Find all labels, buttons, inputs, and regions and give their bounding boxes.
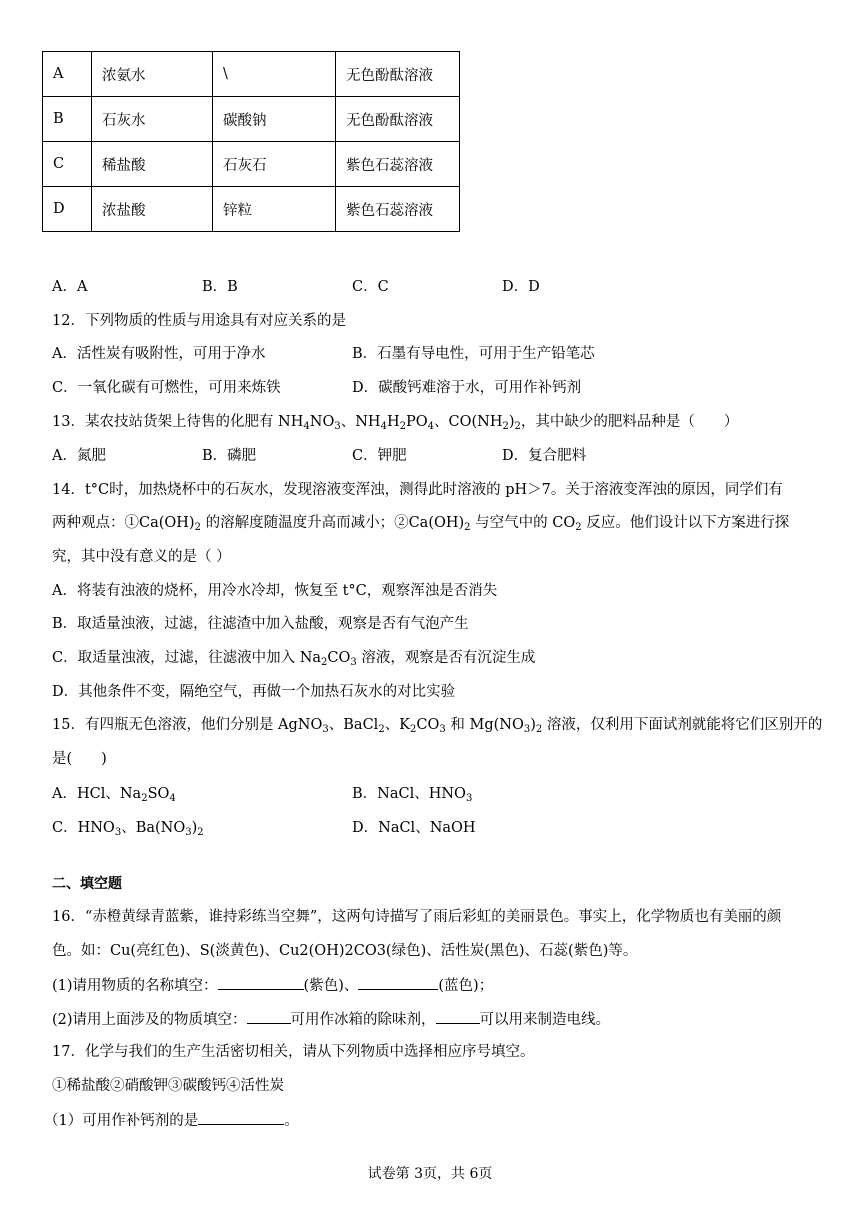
q12-option-d[interactable]: D．碳酸钙难溶于水，可用作补钙剂 [352,380,582,396]
table-cell: 浓氨水 [92,52,213,97]
q14-option-b[interactable]: B．取适量浊液，过滤，往滤渣中加入盐酸，观察是否有气泡产生 [52,616,469,632]
q13-stem: 13．某农技站货架上待售的化肥有 $NH_4NO_3$、$NH_4H_2PO_4$、$CO(NH_2)_2$，其中缺少的肥料品种是（ ） [52,414,739,432]
table-cell: 石灰水 [92,97,213,142]
q16-sub1: (1)请用物质的名称填空： (紫色)、 (蓝色)； [52,975,493,996]
q15-line2: 是( ) [52,751,107,767]
table-row [43,97,460,142]
table-cell: 碳酸钠 [213,97,336,142]
q13-option-a[interactable]: A．氮肥 [52,448,106,464]
q13-option-b[interactable]: B．磷肥 [202,448,257,464]
table-cell: 锌粒 [213,187,336,232]
options-table [42,51,460,232]
q15-option-c[interactable]: C．$HNO_3$、$Ba(NO_3)_2$ [52,820,204,838]
q16-line2: 色。如：Cu(亮红色)、S(淡黄色)、Cu2(OH)2CO3(绿色)、活性炭(黑色)、石蕊(紫色)等。 [52,943,638,959]
q16-blank-3[interactable] [247,1009,291,1024]
q14-option-c[interactable]: C．取适量浊液，过滤，往滤液中加入 $Na_2CO_3$ 溶液，观察是否有沉淀生成 [52,650,536,668]
q14-option-a[interactable]: A．将装有浊液的烧杯，用冷水冷却，恢复至 t°C，观察浑浊是否消失 [52,583,498,599]
q16-sub2: (2)请用上面涉及的物质填空： 可用作冰箱的除味剂， 可以用来制造电线。 [52,1009,610,1030]
table-row [43,142,460,187]
table-cell: 紫色石蕊溶液 [336,142,460,187]
table-cell: 紫色石蕊溶液 [336,187,460,232]
q11-option-c[interactable]: C．C [352,279,389,295]
q13-option-d[interactable]: D．复合肥料 [502,448,587,464]
q15-option-d[interactable]: D．NaCl、NaOH [352,820,476,836]
section-title: 二、填空题 [52,876,122,892]
q17-blank-1[interactable] [198,1110,284,1125]
table-cell: B [43,97,92,142]
q11-option-d[interactable]: D．D [502,279,540,295]
q15-option-b[interactable]: B．NaCl、$HNO_3$ [352,786,473,804]
q16-blank-4[interactable] [436,1009,480,1024]
q14-line1: 14．t°C时，加热烧杯中的石灰水，发现溶液变浑浊，测得此时溶液的 pH＞7。关于溶液变浑浊的原因，同学们有 [52,482,783,498]
q16-blank-2[interactable] [358,975,438,990]
table-cell: A [43,52,92,97]
q12-option-a[interactable]: A．活性炭有吸附性，可用于净水 [52,346,266,362]
q13-option-c[interactable]: C．钾肥 [352,448,407,464]
q12-stem: 12．下列物质的性质与用途具有对应关系的是 [52,313,346,329]
q12-option-c[interactable]: C．一氧化碳有可燃性，可用来炼铁 [52,380,281,396]
table-cell: 稀盐酸 [92,142,213,187]
table-cell: C [43,142,92,187]
page-footer: 试卷第 3页，共 6页 [367,1166,493,1182]
q15-line1: 15．有四瓶无色溶液，他们分别是 AgNO$_3$、BaCl$_2$、$K_2CO_3$ 和 $Mg(NO_3)_2$ 溶液，仅利用下面试剂就能将它们区别开的 [52,717,823,735]
q14-option-d[interactable]: D．其他条件不变，隔绝空气，再做一个加热石灰水的对比实验 [52,684,456,700]
q16-blank-1[interactable] [218,975,304,990]
q17-sub1: （1）可用作补钙剂的是 。 [44,1110,299,1131]
table-row [43,187,460,232]
q15-option-a[interactable]: A．HCl、$Na_2SO_4$ [52,786,176,804]
table-cell: 无色酚酞溶液 [336,97,460,142]
q11-option-b[interactable]: B．B [202,279,238,295]
q17-items: ①稀盐酸②硝酸钾③碳酸钙④活性炭 [52,1078,284,1094]
q11-option-a[interactable]: A．A [52,279,88,295]
table-cell: 石灰石 [213,142,336,187]
table-cell: 无色酚酞溶液 [336,52,460,97]
q17-stem: 17．化学与我们的生产生活密切相关，请从下列物质中选择相应序号填空。 [52,1044,535,1060]
table-row [43,52,460,97]
q14-line3: 究，其中没有意义的是（ ） [52,549,231,565]
table-cell: \ [213,52,336,97]
q16-line1: 16．“赤橙黄绿青蓝紫，谁持彩练当空舞”，这两句诗描写了雨后彩虹的美丽景色。事实上，化学物质也有美丽的颜 [52,909,782,925]
table-cell: D [43,187,92,232]
table-cell: 浓盐酸 [92,187,213,232]
q12-option-b[interactable]: B．石墨有导电性，可用于生产铅笔芯 [352,346,595,362]
q14-line2: 两种观点：$①Ca(OH)_2$ 的溶解度随温度升高而减小；$②Ca(OH)_2$ 与空气中的 $CO_2$ 反应。他们设计以下方案进行探 [52,515,790,533]
